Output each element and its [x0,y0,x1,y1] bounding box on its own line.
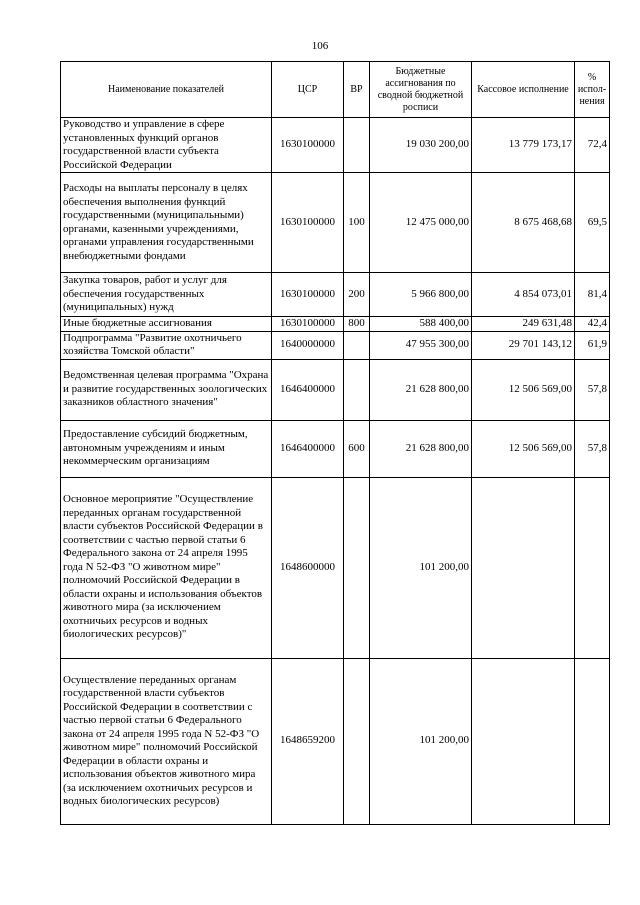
budget-table [60,61,610,825]
row-vr [344,359,370,420]
row-allocation: 5 966 800,00 [370,273,472,317]
header-vr: ВР [344,62,370,118]
row-csr: 1646400000 [272,420,344,477]
table-row [61,273,610,317]
row-percent: 42,4 [575,317,610,332]
row-vr: 200 [344,273,370,317]
row-vr: 100 [344,173,370,273]
row-percent: 72,4 [575,118,610,173]
row-percent: 81,4 [575,273,610,317]
header-execution: Кассовое исполнение [472,62,575,118]
row-name: Расходы на выплаты персоналу в целях обеспечения выполнения функций государственными (муниципальными) органами, казенными учреждениями, органами управления государственными внебюджетными фондами [61,173,272,273]
row-csr: 1640000000 [272,331,344,359]
row-execution: 8 675 468,68 [472,173,575,273]
row-csr: 1630100000 [272,173,344,273]
row-csr: 1648600000 [272,477,344,658]
row-allocation: 21 628 800,00 [370,420,472,477]
row-name: Подпрограмма "Развитие охотничьего хозяйства Томской области" [61,331,272,359]
table-row [61,420,610,477]
row-vr [344,477,370,658]
table-row [61,173,610,273]
row-percent: 69,5 [575,173,610,273]
row-allocation: 21 628 800,00 [370,359,472,420]
row-csr: 1630100000 [272,273,344,317]
row-execution: 12 506 569,00 [472,420,575,477]
row-percent: 57,8 [575,420,610,477]
row-percent [575,658,610,824]
row-allocation: 12 475 000,00 [370,173,472,273]
row-execution: 249 631,48 [472,317,575,332]
row-execution: 12 506 569,00 [472,359,575,420]
row-execution: 13 779 173,17 [472,118,575,173]
table-row [61,658,610,824]
row-execution: 29 701 143,12 [472,331,575,359]
row-percent: 61,9 [575,331,610,359]
row-percent: 57,8 [575,359,610,420]
row-name: Ведомственная целевая программа "Охрана и развитие государственных зоологических заказников областного значения" [61,359,272,420]
row-name: Руководство и управление в сфере установленных функций органов государственной власти субъекта Российской Федерации [61,118,272,173]
page-number: 106 [311,40,329,52]
row-vr: 600 [344,420,370,477]
table-row [61,317,610,332]
row-name: Иные бюджетные ассигнования [61,317,272,332]
row-name: Предоставление субсидий бюджетным, автономным учреждениям и иным некоммерческим организациям [61,420,272,477]
row-vr [344,118,370,173]
row-allocation: 101 200,00 [370,477,472,658]
header-csr: ЦСР [272,62,344,118]
row-allocation: 19 030 200,00 [370,118,472,173]
table-row [61,477,610,658]
row-csr: 1630100000 [272,317,344,332]
row-csr: 1630100000 [272,118,344,173]
row-vr [344,658,370,824]
row-csr: 1646400000 [272,359,344,420]
row-execution [472,658,575,824]
row-vr: 800 [344,317,370,332]
table-row [61,331,610,359]
header-name: Наименование показателей [61,62,272,118]
header-allocations: Бюджетные ассигнования по сводной бюджетной росписи [370,62,472,118]
row-name: Основное мероприятие "Осуществление переданных органам государственной власти субъектов Российской Федерации в соответствии с частью первой статьи 6 Федерального закона от 24 апреля 1995 года N 52-ФЗ "О животном мире" полномочий Российской Федерации в области охраны и использования объектов животного мира (за исключением охотничьих ресурсов и водных биологических ресурсов)" [61,477,272,658]
row-allocation: 588 400,00 [370,317,472,332]
row-csr: 1648659200 [272,658,344,824]
table-header-row [61,62,610,118]
table-row [61,118,610,173]
header-percent: % испол-нения [575,62,610,118]
row-vr [344,331,370,359]
row-allocation: 101 200,00 [370,658,472,824]
row-allocation: 47 955 300,00 [370,331,472,359]
table-row [61,359,610,420]
row-name: Закупка товаров, работ и услуг для обеспечения государственных (муниципальных) нужд [61,273,272,317]
row-name: Осуществление переданных органам государственной власти субъектов Российской Федерации в соответствии с частью первой статьи 6 Федерального закона от 24 апреля 1995 года N 52-ФЗ "О животном мире" полномочий Российской Федерации в области охраны и использования объектов животного мира (за исключением охотничьих ресурсов и водных биологических ресурсов) [61,658,272,824]
row-percent [575,477,610,658]
row-execution: 4 854 073,01 [472,273,575,317]
row-execution [472,477,575,658]
